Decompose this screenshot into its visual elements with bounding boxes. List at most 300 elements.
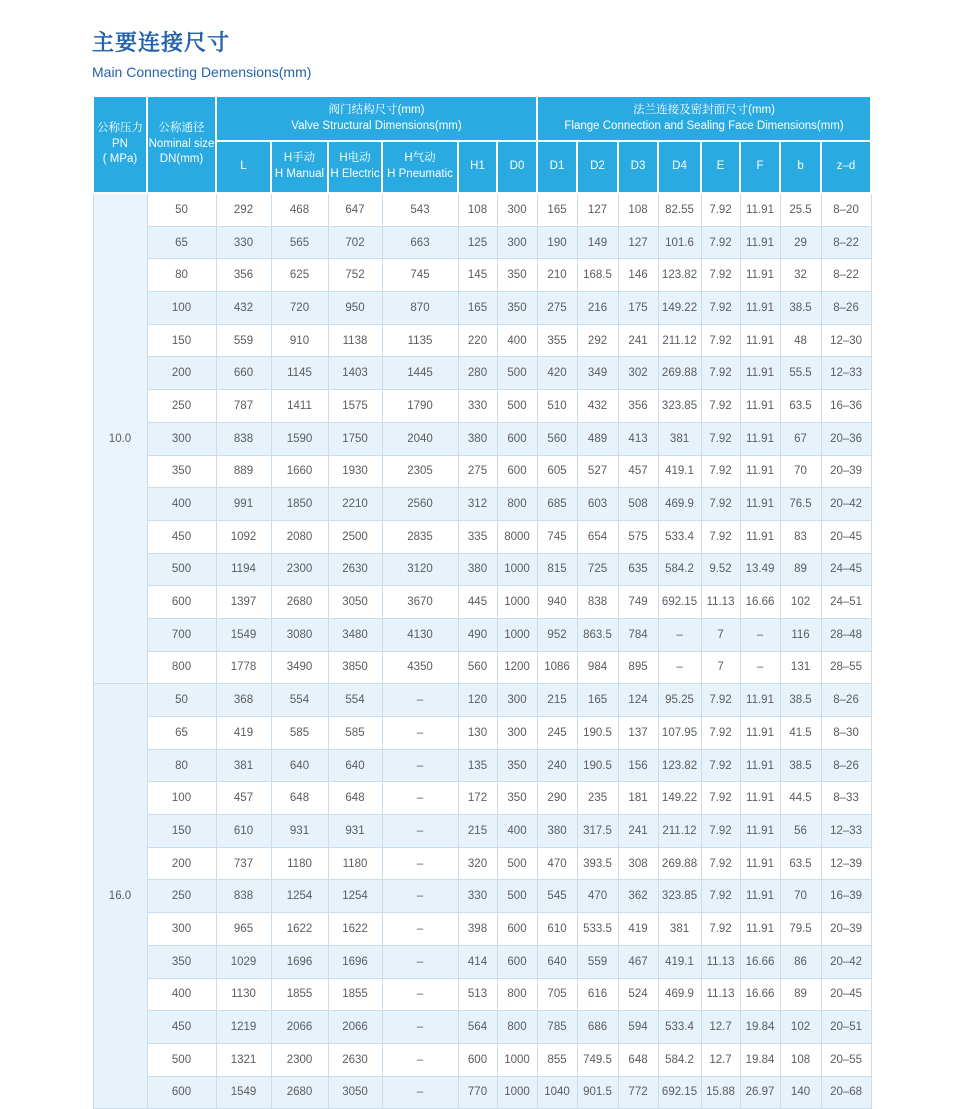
dimension-value: 1411 [271, 390, 328, 423]
dimension-value: 4130 [382, 618, 458, 651]
header-col-b: b [780, 141, 821, 193]
dimension-value: 543 [382, 193, 458, 226]
dimension-value: 7.92 [701, 520, 740, 553]
dimension-value: 1549 [216, 618, 271, 651]
dimension-value: 2040 [382, 422, 458, 455]
dimension-value: 870 [382, 292, 458, 325]
dimension-value: 211.12 [658, 815, 701, 848]
dimension-value: 190 [537, 226, 577, 259]
dimensions-table [92, 95, 872, 1109]
dimension-value: 513 [458, 978, 497, 1011]
dimension-value: 457 [216, 782, 271, 815]
dimension-value: 510 [537, 390, 577, 423]
dimension-value: 89 [780, 553, 821, 586]
dimension-value: 350 [497, 292, 537, 325]
dimension-value: 554 [271, 684, 328, 717]
header-col-d0: D0 [497, 141, 537, 193]
dimension-value: 984 [577, 651, 618, 684]
dimension-value: 7.92 [701, 292, 740, 325]
dimension-value: 11.91 [740, 913, 780, 946]
dimension-value: – [382, 1076, 458, 1109]
dimension-value: 7 [701, 618, 740, 651]
dimension-value: 63.5 [780, 847, 821, 880]
dimension-value: 1855 [328, 978, 382, 1011]
dn-value: 350 [147, 455, 216, 488]
dn-value: 50 [147, 193, 216, 226]
dimension-value: 335 [458, 520, 497, 553]
dimension-value: 108 [618, 193, 658, 226]
dimension-value: 7.92 [701, 847, 740, 880]
table-row [93, 847, 871, 880]
dimension-value: 355 [537, 324, 577, 357]
dimension-value: 11.91 [740, 292, 780, 325]
header-col-h-manual-en: H Manual [274, 168, 325, 180]
dimension-value: 380 [537, 815, 577, 848]
dimension-value: 381 [216, 749, 271, 782]
dimension-value: 8000 [497, 520, 537, 553]
dimension-value: 135 [458, 749, 497, 782]
dimension-value: 400 [497, 815, 537, 848]
dimension-value: 815 [537, 553, 577, 586]
dimension-value: 116 [780, 618, 821, 651]
dn-value: 150 [147, 324, 216, 357]
dn-value: 300 [147, 913, 216, 946]
dimension-value: 1696 [328, 945, 382, 978]
header-col-h-manual [271, 141, 328, 193]
page-title: 主要连接尺寸 [92, 30, 231, 55]
dimension-value: 445 [458, 586, 497, 619]
dimension-value: 1135 [382, 324, 458, 357]
dimension-value: 20–39 [821, 455, 871, 488]
dimension-value: 7.92 [701, 259, 740, 292]
dimension-value: 1445 [382, 357, 458, 390]
dimension-value: 1622 [328, 913, 382, 946]
dn-value: 80 [147, 259, 216, 292]
dimension-value: 1000 [497, 553, 537, 586]
dimension-value: 11.91 [740, 815, 780, 848]
dimension-value: – [740, 618, 780, 651]
dimension-value: 165 [458, 292, 497, 325]
dimension-value: 323.85 [658, 880, 701, 913]
dimension-value: 554 [328, 684, 382, 717]
dimension-value: 25.5 [780, 193, 821, 226]
dimension-value: 380 [458, 553, 497, 586]
dimension-value: 56 [780, 815, 821, 848]
dimension-value: – [382, 782, 458, 815]
dimension-value: 8–33 [821, 782, 871, 815]
dimension-value: 28–55 [821, 651, 871, 684]
dimension-value: 24–51 [821, 586, 871, 619]
dimension-value: 190.5 [577, 749, 618, 782]
dimension-value: 2300 [271, 553, 328, 586]
dimension-value: 600 [497, 455, 537, 488]
dimension-value: 660 [216, 357, 271, 390]
dimension-value: 7.92 [701, 324, 740, 357]
dimension-value: 863.5 [577, 618, 618, 651]
dimension-value: 787 [216, 390, 271, 423]
dimension-value: 2210 [328, 488, 382, 521]
dimension-value: 931 [328, 815, 382, 848]
dimension-value: 559 [577, 945, 618, 978]
dimension-value: 12–33 [821, 815, 871, 848]
dimension-value: 12–39 [821, 847, 871, 880]
header-col-e: E [701, 141, 740, 193]
header-col-h-pneumatic-en: H Pneumatic [387, 168, 453, 180]
dimension-value: 545 [537, 880, 577, 913]
header-col-h-pneumatic-zh: H气动 [404, 152, 436, 165]
dimension-value: – [382, 1043, 458, 1076]
dimension-value: 11.91 [740, 847, 780, 880]
dimension-value: 123.82 [658, 749, 701, 782]
dimension-value: 20–39 [821, 913, 871, 946]
dimension-value: 1590 [271, 422, 328, 455]
dimension-value: 216 [577, 292, 618, 325]
dimension-value: 2630 [328, 553, 382, 586]
dimension-value: 1790 [382, 390, 458, 423]
dimension-value: 1086 [537, 651, 577, 684]
dimension-value: 38.5 [780, 749, 821, 782]
dimension-value: 7.92 [701, 880, 740, 913]
dimension-value: 269.88 [658, 847, 701, 880]
dimension-value: 7.92 [701, 717, 740, 750]
dimension-value: 356 [216, 259, 271, 292]
table-row [93, 390, 871, 423]
dimension-value: 8–22 [821, 226, 871, 259]
dimension-value: 533.4 [658, 520, 701, 553]
dimension-value: 48 [780, 324, 821, 357]
dimension-value: 241 [618, 324, 658, 357]
header-pn-unit: ( MPa) [102, 153, 138, 166]
dimension-value: 594 [618, 1011, 658, 1044]
dimension-value: 600 [497, 945, 537, 978]
header-col-h-pneumatic [382, 141, 458, 193]
dimension-value: 559 [216, 324, 271, 357]
dimension-value: 24–45 [821, 553, 871, 586]
dimension-value: 663 [382, 226, 458, 259]
dimension-value: 889 [216, 455, 271, 488]
dimension-value: 1145 [271, 357, 328, 390]
dimension-value: 20–42 [821, 945, 871, 978]
dimension-value: 349 [577, 357, 618, 390]
dn-value: 400 [147, 488, 216, 521]
dimension-value: 317.5 [577, 815, 618, 848]
dimension-value: 7.92 [701, 913, 740, 946]
dn-value: 50 [147, 684, 216, 717]
dimension-value: – [740, 651, 780, 684]
dimension-value: 524 [618, 978, 658, 1011]
dimension-value: 20–42 [821, 488, 871, 521]
pn-value: 10.0 [93, 193, 147, 684]
dimension-value: 1575 [328, 390, 382, 423]
dimension-value: 610 [537, 913, 577, 946]
dimension-value: 20–68 [821, 1076, 871, 1109]
dn-value: 65 [147, 226, 216, 259]
dimension-value: 785 [537, 1011, 577, 1044]
dn-value: 700 [147, 618, 216, 651]
dimension-value: 350 [497, 259, 537, 292]
dn-value: 450 [147, 1011, 216, 1044]
dimension-value: 1403 [328, 357, 382, 390]
dimension-value: 11.91 [740, 684, 780, 717]
dn-value: 450 [147, 520, 216, 553]
dimension-value: 398 [458, 913, 497, 946]
dimension-value: 500 [497, 880, 537, 913]
dimension-value: 625 [271, 259, 328, 292]
dimension-value: 965 [216, 913, 271, 946]
dimension-value: 16–36 [821, 390, 871, 423]
dimension-value: 124 [618, 684, 658, 717]
dimension-value: 705 [537, 978, 577, 1011]
dimension-value: 7.92 [701, 488, 740, 521]
dimension-value: 245 [537, 717, 577, 750]
header-col-d2: D2 [577, 141, 618, 193]
dimension-value: 11.91 [740, 193, 780, 226]
dimension-value: – [658, 618, 701, 651]
dimension-value: 2300 [271, 1043, 328, 1076]
dimension-value: 3850 [328, 651, 382, 684]
dn-value: 100 [147, 782, 216, 815]
header-group-structural-zh: 阀门结构尺寸(mm) [328, 103, 425, 116]
dimension-value: 419 [618, 913, 658, 946]
dimension-value: 470 [577, 880, 618, 913]
dimension-value: 83 [780, 520, 821, 553]
dimension-value: 500 [497, 390, 537, 423]
dimension-value: 300 [497, 684, 537, 717]
dimension-value: 605 [537, 455, 577, 488]
dimension-value: 752 [328, 259, 382, 292]
page-subtitle: Main Connecting Demensions(mm) [92, 64, 312, 80]
dimension-value: 11.91 [740, 422, 780, 455]
dimension-value: 20–51 [821, 1011, 871, 1044]
dimension-value: 12.7 [701, 1011, 740, 1044]
dn-value: 150 [147, 815, 216, 848]
dimension-value: 356 [618, 390, 658, 423]
dimension-value: 86 [780, 945, 821, 978]
dimension-value: 616 [577, 978, 618, 1011]
dimension-value: 560 [537, 422, 577, 455]
table-row [93, 292, 871, 325]
dimension-value: 2630 [328, 1043, 382, 1076]
dimension-value: 108 [780, 1043, 821, 1076]
dimension-value: 29 [780, 226, 821, 259]
dimension-value: 685 [537, 488, 577, 521]
dimension-value: 1930 [328, 455, 382, 488]
dimension-value: 2680 [271, 1076, 328, 1109]
table-row [93, 488, 871, 521]
dimension-value: 44.5 [780, 782, 821, 815]
dimension-value: – [382, 1011, 458, 1044]
dimension-value: 108 [458, 193, 497, 226]
dimension-value: 7.92 [701, 455, 740, 488]
dimension-value: 648 [618, 1043, 658, 1076]
dimension-value: 910 [271, 324, 328, 357]
dimension-value: 220 [458, 324, 497, 357]
dimension-value: 7 [701, 651, 740, 684]
table-row [93, 455, 871, 488]
dimension-value: 11.91 [740, 717, 780, 750]
dimension-value: 165 [537, 193, 577, 226]
dimension-value: 16.66 [740, 945, 780, 978]
table-row [93, 945, 871, 978]
dimension-value: 1778 [216, 651, 271, 684]
dimension-value: 648 [328, 782, 382, 815]
dimension-value: 640 [271, 749, 328, 782]
dimension-value: 380 [458, 422, 497, 455]
dimension-value: 749.5 [577, 1043, 618, 1076]
dimension-value: 1000 [497, 1043, 537, 1076]
dimension-value: 350 [497, 782, 537, 815]
dimension-value: 648 [271, 782, 328, 815]
dimension-value: 7.92 [701, 226, 740, 259]
dimension-value: 600 [497, 422, 537, 455]
dimension-value: 275 [458, 455, 497, 488]
header-pn-zh: 公称压力 [97, 122, 143, 135]
dimension-value: 991 [216, 488, 271, 521]
header-pn [93, 96, 147, 193]
dimension-value: 330 [216, 226, 271, 259]
header-pn-symbol: PN [112, 137, 128, 150]
dimension-value: 1549 [216, 1076, 271, 1109]
table-row [93, 520, 871, 553]
dimension-value: 350 [497, 749, 537, 782]
dimension-value: 102 [780, 1011, 821, 1044]
dimension-value: – [382, 880, 458, 913]
dimension-value: 855 [537, 1043, 577, 1076]
dimension-value: 172 [458, 782, 497, 815]
dimension-value: 76.5 [780, 488, 821, 521]
dimension-value: 1000 [497, 1076, 537, 1109]
dimension-value: 952 [537, 618, 577, 651]
dimension-value: 235 [577, 782, 618, 815]
dimension-value: 125 [458, 226, 497, 259]
dimension-value: 1200 [497, 651, 537, 684]
dimension-value: 8–22 [821, 259, 871, 292]
dimension-value: 420 [537, 357, 577, 390]
dimension-value: 20–45 [821, 520, 871, 553]
dn-value: 300 [147, 422, 216, 455]
dn-value: 200 [147, 847, 216, 880]
dimension-value: 1622 [271, 913, 328, 946]
dimension-value: 215 [458, 815, 497, 848]
dimension-value: 745 [537, 520, 577, 553]
dimension-value: 1254 [271, 880, 328, 913]
dimension-value: 190.5 [577, 717, 618, 750]
dimension-value: 211.12 [658, 324, 701, 357]
dimension-value: 20–45 [821, 978, 871, 1011]
dimension-value: 702 [328, 226, 382, 259]
dimension-value: 11.91 [740, 390, 780, 423]
dimension-value: 490 [458, 618, 497, 651]
dimension-value: 600 [497, 913, 537, 946]
dimension-value: 4350 [382, 651, 458, 684]
dimension-value: 9.52 [701, 553, 740, 586]
dimension-value: 16–39 [821, 880, 871, 913]
dimension-value: 749 [618, 586, 658, 619]
dimension-value: 1029 [216, 945, 271, 978]
dimension-value: 2066 [271, 1011, 328, 1044]
dimension-value: 585 [271, 717, 328, 750]
dimension-value: 584.2 [658, 553, 701, 586]
dimension-value: 165 [577, 684, 618, 717]
dimension-value: 7.92 [701, 390, 740, 423]
table-row [93, 553, 871, 586]
dimension-value: 1660 [271, 455, 328, 488]
dimension-value: 584.2 [658, 1043, 701, 1076]
dimension-value: 123.82 [658, 259, 701, 292]
dimension-value: 8–26 [821, 684, 871, 717]
dimension-value: 63.5 [780, 390, 821, 423]
dimension-value: 838 [577, 586, 618, 619]
dimension-value: 7.92 [701, 422, 740, 455]
dimension-value: 419 [216, 717, 271, 750]
dimension-value: 11.13 [701, 945, 740, 978]
dn-value: 200 [147, 357, 216, 390]
dimension-value: 11.91 [740, 749, 780, 782]
dimension-value: 292 [577, 324, 618, 357]
dimension-value: 7.92 [701, 684, 740, 717]
dimension-value: 32 [780, 259, 821, 292]
dimension-value: 19.84 [740, 1043, 780, 1076]
dimension-value: 564 [458, 1011, 497, 1044]
dimension-value: 11.91 [740, 259, 780, 292]
dimension-value: 269.88 [658, 357, 701, 390]
header-col-f: F [740, 141, 780, 193]
table-row [93, 1011, 871, 1044]
dimension-value: 13.49 [740, 553, 780, 586]
dimension-value: 15.88 [701, 1076, 740, 1109]
dimension-value: 2680 [271, 586, 328, 619]
dn-value: 250 [147, 390, 216, 423]
dimension-value: 467 [618, 945, 658, 978]
dn-value: 600 [147, 586, 216, 619]
dimension-value: 895 [618, 651, 658, 684]
dimension-value: 1092 [216, 520, 271, 553]
dimension-value: 419.1 [658, 945, 701, 978]
dimension-value: 320 [458, 847, 497, 880]
dimension-value: 290 [537, 782, 577, 815]
dn-value: 500 [147, 1043, 216, 1076]
dimension-value: 20–55 [821, 1043, 871, 1076]
dimension-value: 19.84 [740, 1011, 780, 1044]
dimension-value: 12–33 [821, 357, 871, 390]
header-col-l: L [216, 141, 271, 193]
dimension-value: 470 [537, 847, 577, 880]
dimension-value: 1750 [328, 422, 382, 455]
dimension-value: 210 [537, 259, 577, 292]
dimension-value: – [382, 945, 458, 978]
dimension-value: 800 [497, 488, 537, 521]
table-row [93, 1076, 871, 1109]
dimension-value: 38.5 [780, 684, 821, 717]
dn-value: 350 [147, 945, 216, 978]
dimension-value: 215 [537, 684, 577, 717]
dimension-value: 70 [780, 880, 821, 913]
dimension-value: 3120 [382, 553, 458, 586]
dimension-value: – [382, 717, 458, 750]
dimension-value: 149.22 [658, 292, 701, 325]
dimension-value: 1000 [497, 618, 537, 651]
dimension-value: 302 [618, 357, 658, 390]
table-body [93, 193, 871, 1109]
dimension-value: 11.91 [740, 357, 780, 390]
dimension-value: 419.1 [658, 455, 701, 488]
dimension-value: 2066 [328, 1011, 382, 1044]
dimension-value: 720 [271, 292, 328, 325]
dimension-value: 940 [537, 586, 577, 619]
dn-value: 800 [147, 651, 216, 684]
table-row [93, 978, 871, 1011]
dimension-value: 12.7 [701, 1043, 740, 1076]
